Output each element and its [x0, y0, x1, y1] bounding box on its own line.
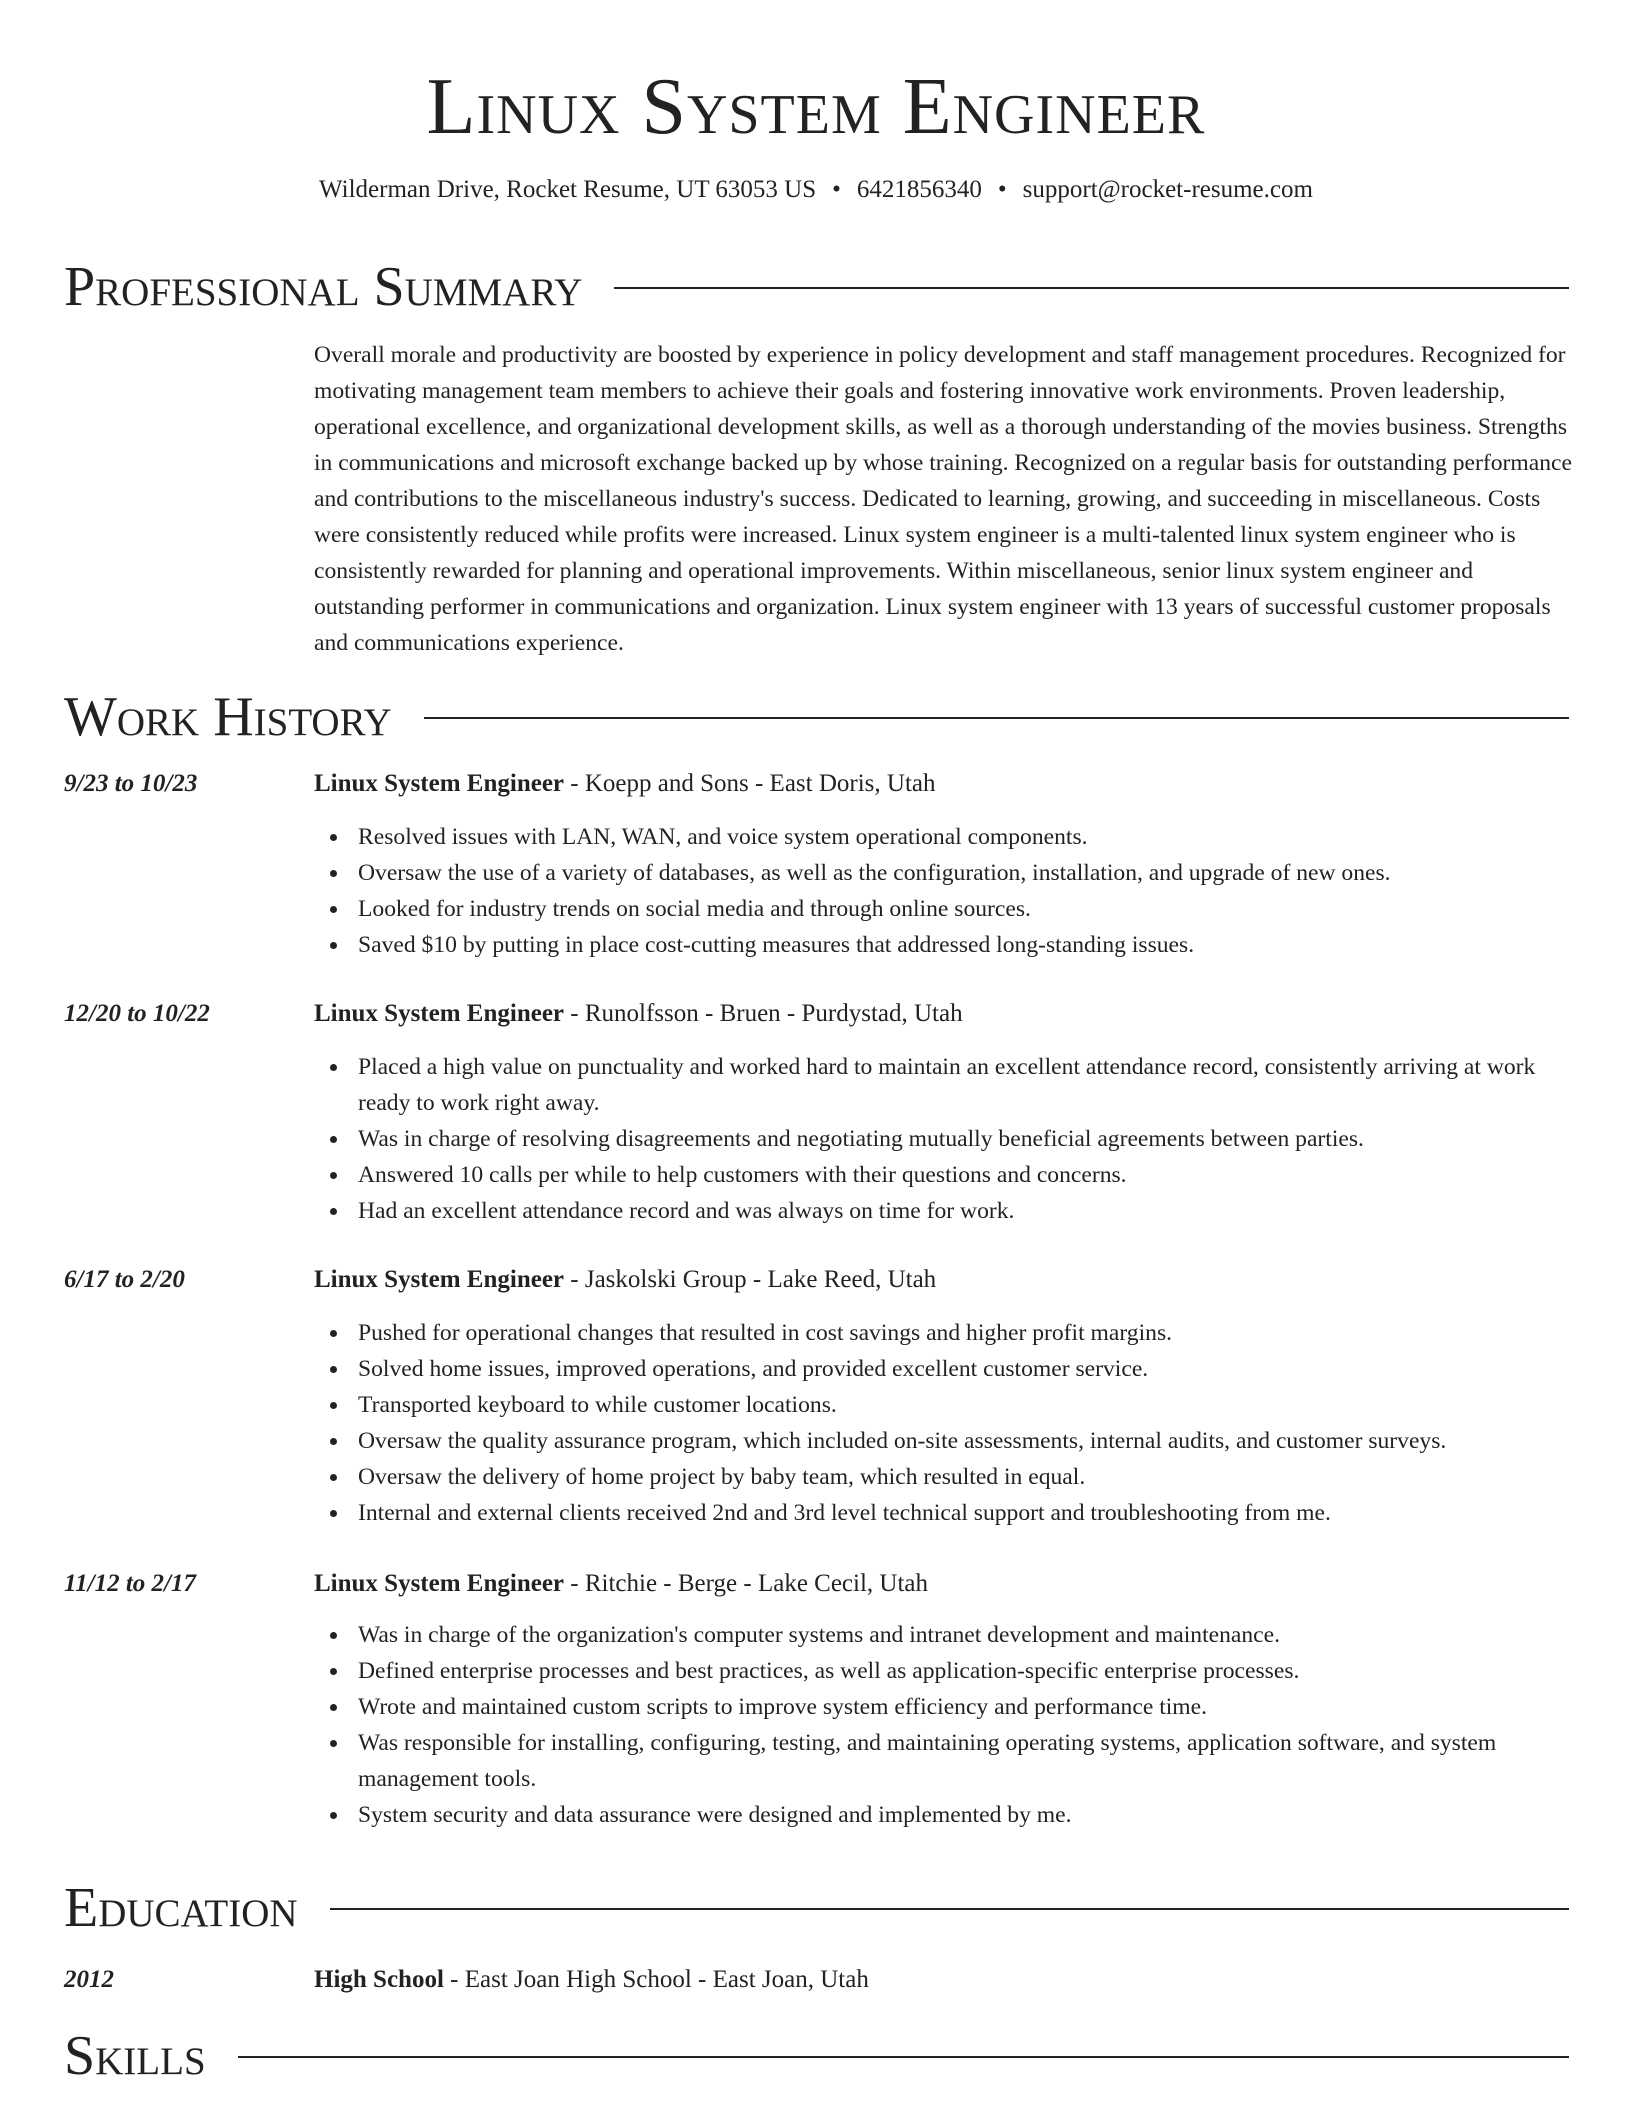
education-details: - East Joan High School - East Joan, Utah: [443, 1966, 869, 1993]
summary-section-header: [64, 252, 1569, 322]
bullet-text: Was in charge of the organization's computer systems and intranet development and maintenance.: [358, 1622, 1280, 1648]
bullet-icon: [330, 1172, 337, 1179]
job-bullet-list: [314, 1049, 1576, 1229]
bullet-text: Looked for industry trends on social media and through online sources.: [358, 896, 1031, 922]
list-item: [314, 1423, 1576, 1459]
work-section-header: [64, 682, 1569, 752]
list-item: [314, 1351, 1576, 1387]
bullet-text: Oversaw the quality assurance program, which included on-site assessments, internal audits, and customer surveys.: [358, 1428, 1447, 1454]
bullet-icon: [330, 1704, 337, 1711]
bullet-icon: [330, 1208, 337, 1215]
contact-separator: •: [997, 176, 1007, 203]
bullet-icon: [330, 906, 337, 913]
list-item: [314, 1689, 1576, 1725]
job-details: - Jaskolski Group - Lake Reed, Utah: [564, 1266, 937, 1293]
list-item: [314, 1617, 1576, 1653]
section-divider: [330, 1908, 1569, 1910]
contact-address: Wilderman Drive, Rocket Resume, UT 63053 US: [319, 176, 817, 203]
section-title: Education: [64, 1877, 298, 1939]
list-item: [314, 891, 1576, 927]
list-item: [314, 1725, 1576, 1797]
section-divider: [424, 717, 1569, 719]
bullet-icon: [330, 1136, 337, 1143]
job-heading: [314, 1262, 936, 1298]
job-bullet-list: [314, 1315, 1576, 1531]
job-title: Linux System Engineer: [314, 1570, 565, 1597]
education-degree: High School: [314, 1966, 444, 1993]
job-title: Linux System Engineer: [314, 1266, 565, 1293]
education-heading: [314, 1962, 869, 1998]
contact-line: [0, 173, 1632, 207]
bullet-text: Oversaw the delivery of home project by baby team, which resulted in equal.: [358, 1464, 1086, 1490]
list-item: [314, 1193, 1576, 1229]
bullet-icon: [330, 870, 337, 877]
bullet-icon: [330, 1064, 337, 1071]
job-heading: [314, 996, 963, 1032]
list-item: [314, 855, 1576, 891]
skills-section-header: [64, 2021, 1569, 2091]
list-item: [314, 1387, 1576, 1423]
bullet-text: Oversaw the use of a variety of databases, as well as the configuration, installation, and upgrade of new ones.: [358, 860, 1391, 886]
list-item: [314, 1459, 1576, 1495]
bullet-icon: [330, 1812, 337, 1819]
bullet-icon: [330, 834, 337, 841]
list-item: [314, 1653, 1576, 1689]
bullet-text: System security and data assurance were designed and implemented by me.: [358, 1802, 1072, 1828]
job-heading: [314, 1566, 928, 1602]
list-item: [314, 1121, 1576, 1157]
bullet-icon: [330, 942, 337, 949]
section-title: Professional Summary: [64, 256, 583, 318]
contact-email[interactable]: support@rocket-resume.com: [1022, 176, 1313, 203]
job-dates: 11/12 to 2/17: [64, 1570, 196, 1597]
section-divider: [238, 2056, 1569, 2058]
contact-separator: •: [832, 176, 841, 203]
bullet-text: Internal and external clients received 2nd and 3rd level technical support and troubleshooting from me.: [358, 1500, 1331, 1526]
bullet-icon: [330, 1366, 337, 1373]
bullet-text: Was in charge of resolving disagreements and negotiating mutually beneficial agreements between parties.: [358, 1126, 1364, 1152]
bullet-icon: [330, 1438, 337, 1445]
bullet-text: Defined enterprise processes and best practices, as well as application-specific enterprise processes.: [358, 1658, 1300, 1684]
bullet-text: Answered 10 calls per while to help customers with their questions and concerns.: [358, 1162, 1127, 1188]
job-title: Linux System Engineer: [314, 770, 565, 797]
bullet-text: Pushed for operational changes that resulted in cost savings and higher profit margins.: [358, 1320, 1173, 1346]
education-year: 2012: [64, 1966, 114, 1993]
list-item: [314, 819, 1576, 855]
section-title: Work History: [64, 686, 392, 748]
list-item: [314, 1797, 1576, 1833]
job-bullet-list: [314, 1617, 1576, 1833]
bullet-text: Saved $10 by putting in place cost-cutting measures that addressed long-standing issues.: [358, 932, 1195, 958]
list-item: [314, 1315, 1576, 1351]
list-item: [314, 1157, 1576, 1193]
contact-phone: 6421856340: [856, 176, 982, 203]
list-item: [314, 1049, 1576, 1121]
job-dates: 6/17 to 2/20: [64, 1266, 185, 1293]
job-heading: [314, 766, 936, 802]
job-details: - Ritchie - Berge - Lake Cecil, Utah: [564, 1570, 929, 1597]
job-bullet-list: [314, 819, 1576, 963]
section-divider: [614, 287, 1569, 289]
job-title: Linux System Engineer: [314, 1000, 565, 1027]
section-title: Skills: [64, 2025, 206, 2087]
job-details: - Koepp and Sons - East Doris, Utah: [564, 770, 936, 797]
bullet-text: Transported keyboard to while customer locations.: [358, 1392, 837, 1418]
job-details: - Runolfsson - Bruen - Purdystad, Utah: [564, 1000, 963, 1027]
bullet-icon: [330, 1668, 337, 1675]
bullet-icon: [330, 1402, 337, 1409]
bullet-text: Placed a high value on punctuality and worked hard to maintain an excellent attendance record, consistently arriving at work ready to work right away.: [358, 1054, 1536, 1116]
bullet-icon: [330, 1330, 337, 1337]
job-dates: 12/20 to 10/22: [64, 1000, 210, 1027]
bullet-text: Resolved issues with LAN, WAN, and voice system operational components.: [358, 824, 1088, 850]
bullet-text: Wrote and maintained custom scripts to improve system efficiency and performance time.: [358, 1694, 1208, 1720]
bullet-text: Was responsible for installing, configuring, testing, and maintaining operating systems, application software, and system management tools.: [358, 1730, 1497, 1792]
list-item: [314, 1495, 1576, 1531]
bullet-icon: [330, 1632, 337, 1639]
bullet-icon: [330, 1740, 337, 1747]
list-item: [314, 927, 1576, 963]
bullet-text: Had an excellent attendance record and was always on time for work.: [358, 1198, 1015, 1224]
education-section-header: [64, 1873, 1569, 1943]
resume-name: Linux System Engineer: [426, 63, 1206, 151]
bullet-text: Solved home issues, improved operations, and provided excellent customer service.: [358, 1356, 1149, 1382]
job-dates: 9/23 to 10/23: [64, 770, 198, 797]
bullet-icon: [330, 1474, 337, 1481]
summary-text: Overall morale and productivity are boosted by experience in policy development and staff management procedures. Recognized for motivating management team members to achieve their goals and fostering innovative work environments. Proven leadership, operational excellence, and organizational development skills, as well as a thorough understanding of the movies business. Strengths in communications and microsoft exchange backed up by whose training. Recognized on a regular basis for outstanding performance and contributions to the miscellaneous industry's success. Dedicated to learning, growing, and succeeding in miscellaneous. Costs were consistently reduced while profits were increased. Linux system engineer is a multi-talented linux system engineer who is consistently rewarded for planning and operational improvements. Within miscellaneous, senior linux system engineer and outstanding performer in communications and organization. Linux system engineer with 13 years of successful customer proposals and communications experience.: [314, 342, 1572, 656]
bullet-icon: [330, 1510, 337, 1517]
